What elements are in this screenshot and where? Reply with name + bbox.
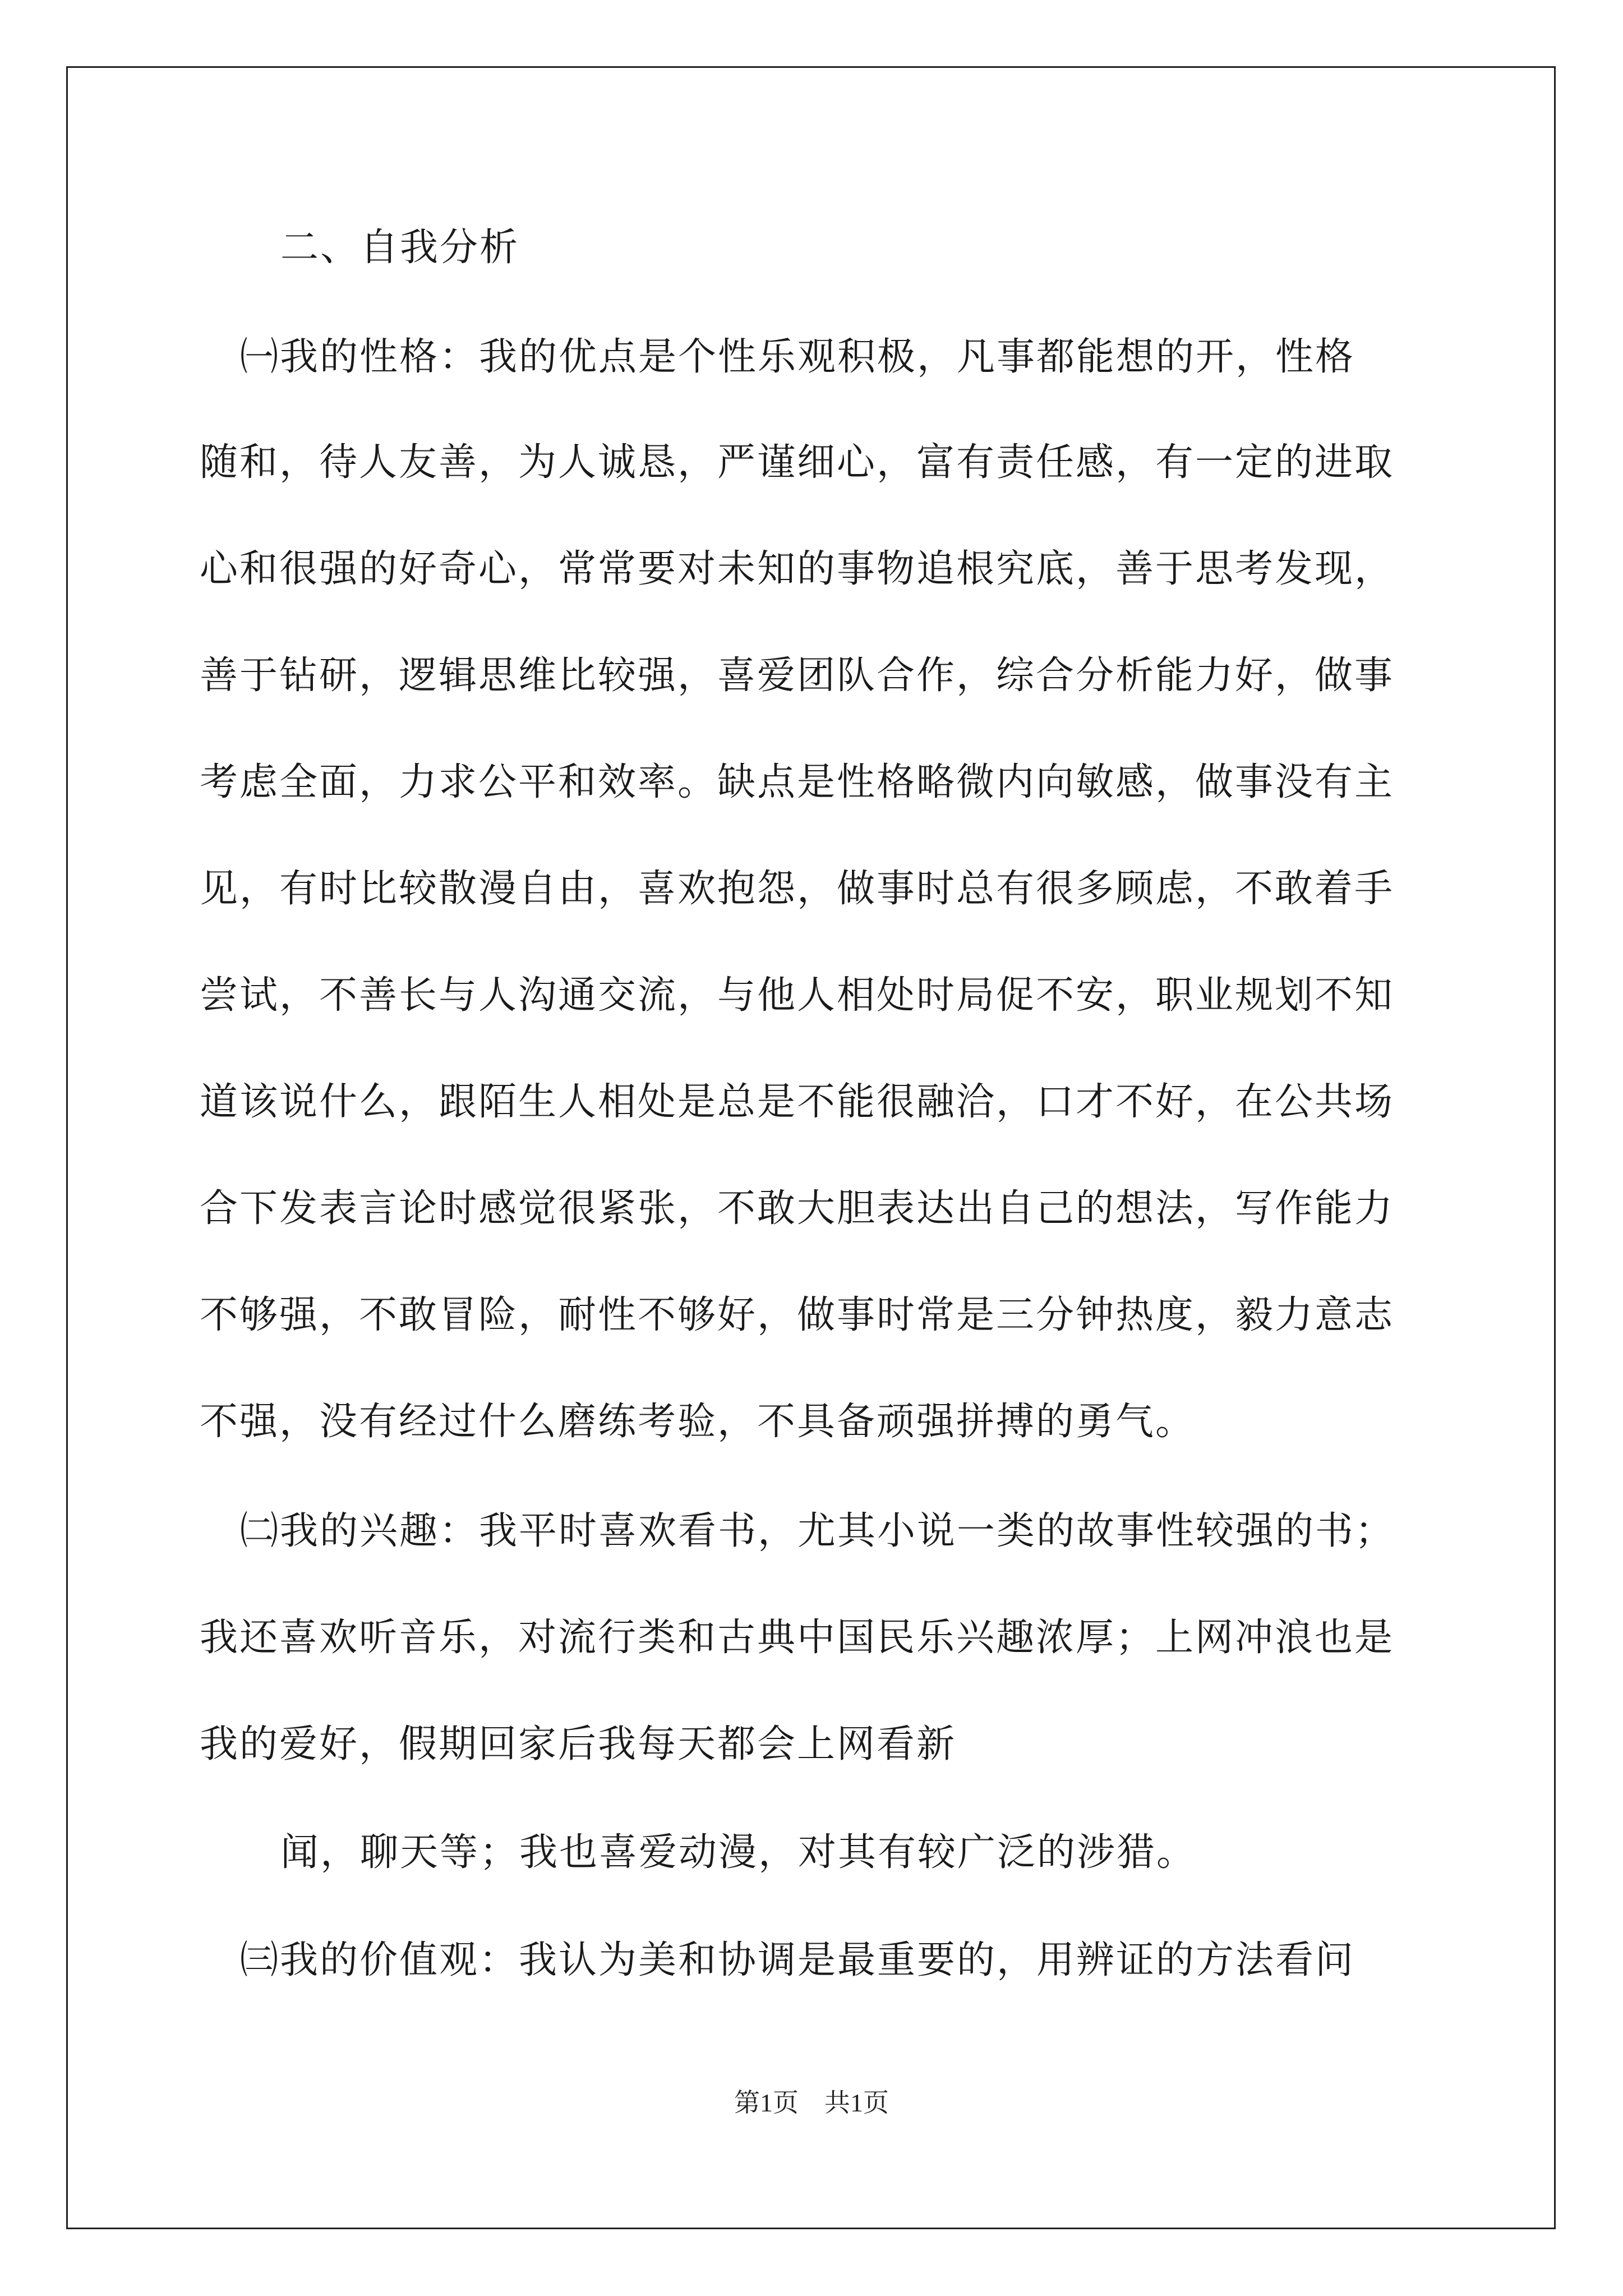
section-heading: 二、自我分析 bbox=[280, 226, 520, 270]
paragraph-line: 随和，待人友善，为人诚恳，严谨细心，富有责任感，有一定的进取 bbox=[200, 440, 1395, 485]
paragraph-line: ㈢我的价值观：我认为美和协调是最重要的，用辨证的方法看问 bbox=[240, 1938, 1355, 1982]
paragraph-line: 心和很强的好奇心，常常要对未知的事物追根究底，善于思考发现， bbox=[200, 547, 1395, 591]
paragraph-line: ㈠我的性格：我的优点是个性乐观积极，凡事都能想的开，性格 bbox=[240, 335, 1355, 379]
paragraph-line: 合下发表言论时感觉很紧张，不敢大胆表达出自己的想法，写作能力 bbox=[200, 1186, 1395, 1231]
paragraph-line: 不够强，不敢冒险，耐性不够好，做事时常是三分钟热度，毅力意志 bbox=[200, 1293, 1395, 1337]
page-number: 第1页 共1页 bbox=[734, 2088, 889, 2117]
paragraph-line: ㈡我的兴趣：我平时喜欢看书，尤其小说一类的故事性较强的书； bbox=[240, 1509, 1395, 1553]
paragraph-line: 考虑全面，力求公平和效率。缺点是性格略微内向敏感，做事没有主 bbox=[200, 760, 1395, 804]
paragraph-line: 道该说什么，跟陌生人相处是总是不能很融洽，口才不好，在公共场 bbox=[200, 1080, 1395, 1124]
paragraph-line: 闻，聊天等；我也喜爱动漫，对其有较广泛的涉猎。 bbox=[280, 1830, 1197, 1875]
paragraph-line: 尝试，不善长与人沟通交流，与他人相处时局促不安，职业规划不知 bbox=[200, 973, 1395, 1018]
paragraph-line: 见，有时比较散漫自由，喜欢抱怨，做事时总有很多顾虑，不敢着手 bbox=[200, 867, 1395, 911]
paragraph-line: 我的爱好，假期回家后我每天都会上网看新 bbox=[200, 1722, 957, 1766]
paragraph-line: 善于钻研，逻辑思维比较强，喜爱团队合作，综合分析能力好，做事 bbox=[200, 654, 1395, 698]
paragraph-line: 不强，没有经过什么磨练考验，不具备顽强拼搏的勇气。 bbox=[200, 1400, 1196, 1444]
page-border bbox=[66, 66, 1556, 2229]
paragraph-line: 我还喜欢听音乐，对流行类和古典中国民乐兴趣浓厚；上网冲浪也是 bbox=[200, 1616, 1395, 1660]
